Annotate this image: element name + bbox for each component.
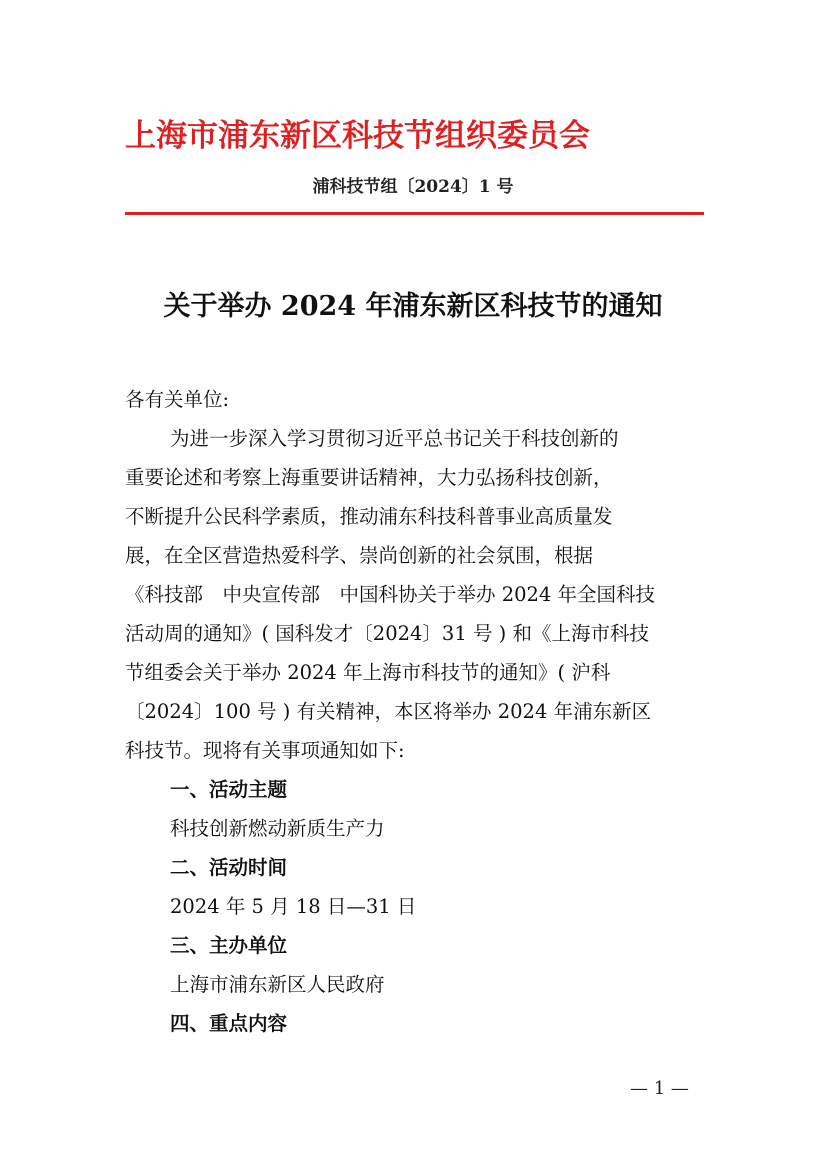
document-number: 浦科技节组〔2024〕1 号 bbox=[312, 177, 514, 197]
notice-sections bbox=[170, 770, 704, 1043]
red-divider-line bbox=[125, 212, 704, 215]
section-text-theme: 科技创新燃动新质生产力 bbox=[170, 817, 385, 840]
paragraph-line: 《科技部 中央宣传部 中国科协关于举办 2024 年全国科技 bbox=[125, 583, 656, 606]
section-text-organizer: 上海市浦东新区人民政府 bbox=[170, 973, 385, 996]
salutation bbox=[125, 380, 704, 419]
document-title: 关于举办 2024 年浦东新区科技节的通知 bbox=[163, 291, 663, 322]
section-heading-theme: 一、活动主题 bbox=[170, 778, 288, 801]
paragraph-line: 节组委会关于举办 2024 年上海市科技节的通知》( 沪科 bbox=[125, 661, 611, 684]
section-heading-time: 二、活动时间 bbox=[170, 856, 288, 879]
paragraph-line: 不断提升公民科学素质，推动浦东科技科普事业高质量发 bbox=[125, 505, 613, 528]
paragraph-line: 展，在全区营造热爱科学、崇尚创新的社会氛围，根据 bbox=[125, 544, 594, 567]
page-number: — 1 — bbox=[630, 1078, 689, 1099]
paragraph-line: 科技节。现将有关事项通知如下: bbox=[125, 739, 405, 762]
section-heading-key-content: 四、重点内容 bbox=[170, 1012, 288, 1035]
paragraph-line: 重要论述和考察上海重要讲话精神，大力弘扬科技创新， bbox=[125, 466, 613, 489]
paragraph-line: 为进一步深入学习贯彻习近平总书记关于科技创新的 bbox=[170, 427, 619, 450]
paragraph-line: 活动周的通知》( 国科发才〔2024〕31 号 ) 和《上海市科技 bbox=[125, 622, 649, 645]
salutation-text: 各有关单位: bbox=[125, 388, 230, 411]
section-heading-organizer: 三、主办单位 bbox=[170, 934, 288, 957]
body-paragraph bbox=[125, 419, 704, 770]
section-text-time: 2024 年 5 月 18 日—31 日 bbox=[170, 895, 417, 918]
paragraph-line: 〔2024〕100 号 ) 有关精神，本区将举办 2024 年浦东新区 bbox=[125, 700, 652, 723]
issuing-organization-header: 上海市浦东新区科技节组织委员会 bbox=[125, 118, 590, 154]
